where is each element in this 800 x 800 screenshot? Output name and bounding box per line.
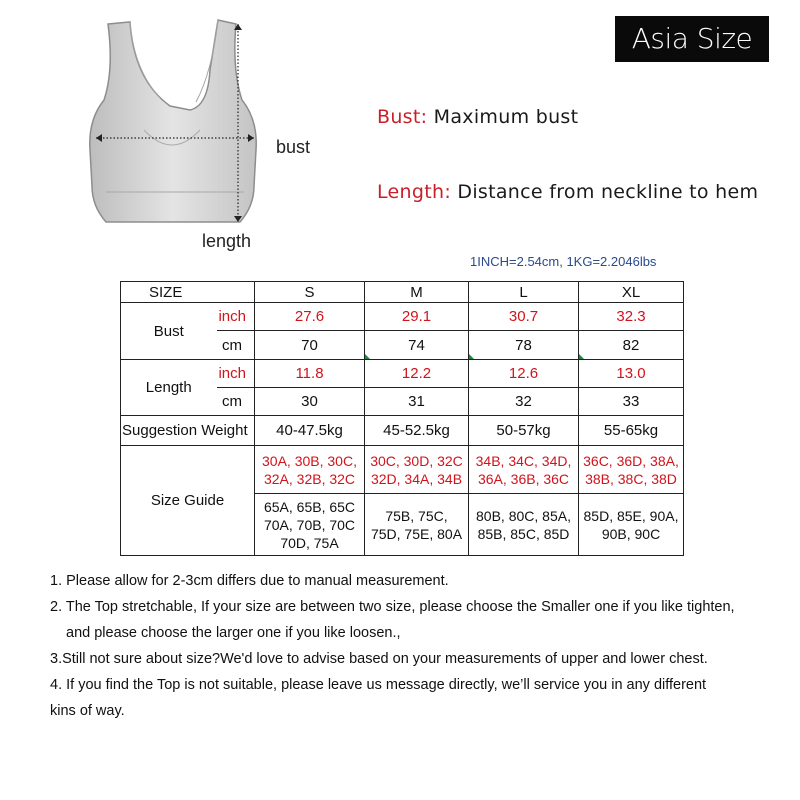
guide-us-m-line1: 30C, 30D, 32C <box>370 452 463 469</box>
guide-eu-m-line1: 75B, 75C, <box>385 507 448 524</box>
length-cm-unit: cm <box>217 388 255 416</box>
note-4: 4. If you find the Top is not suitable, please leave us message directly, we’ll service you in any different <box>50 677 707 693</box>
bust-definition-key: Bust: <box>377 106 428 128</box>
bust-cm-unit: cm <box>217 331 255 360</box>
length-cm-l: 32 <box>469 388 579 416</box>
guide-us-m <box>365 446 469 494</box>
weight-s: 40-47.5kg <box>255 416 365 446</box>
length-inch-xl: 13.0 <box>579 360 684 388</box>
guide-eu-l <box>469 494 579 556</box>
weight-row-label: Suggestion Weight <box>121 416 255 446</box>
bust-row-label: Bust <box>121 303 217 360</box>
note-1: 1. Please allow for 2-3cm differs due to manual measurement. <box>50 573 449 589</box>
bust-cm-m: 74 <box>365 331 469 360</box>
size-chart-table <box>120 281 684 556</box>
guide-eu-xl-line2: 90B, 90C <box>601 525 661 542</box>
size-col-m: M <box>365 282 469 303</box>
weight-m: 45-52.5kg <box>365 416 469 446</box>
bust-cm-s: 70 <box>255 331 365 360</box>
guide-us-s <box>255 446 365 494</box>
asia-size-badge: Asia Size <box>615 16 769 62</box>
note-3: 3.Still not sure about size?We'd love to advise based on your measurements of upper and lower chest. <box>50 651 708 667</box>
bust-definition <box>377 106 578 128</box>
guide-eu-s <box>255 494 365 556</box>
guide-eu-l-line2: 85B, 85C, 85D <box>477 525 570 542</box>
guide-us-l-line2: 36A, 36B, 36C <box>477 470 570 487</box>
guide-eu-m-line2: 75D, 75E, 80A <box>370 525 463 542</box>
bust-inch-l: 30.7 <box>469 303 579 331</box>
size-guide-us-row <box>121 446 684 494</box>
bust-figure-label: bust <box>276 137 311 157</box>
guide-eu-m <box>365 494 469 556</box>
size-col-s: S <box>255 282 365 303</box>
length-inch-m: 12.2 <box>365 360 469 388</box>
size-header: SIZE <box>121 282 255 303</box>
bust-inch-xl: 32.3 <box>579 303 684 331</box>
guide-us-xl-line1: 36C, 36D, 38A, <box>583 452 679 469</box>
guide-us-xl <box>579 446 684 494</box>
sports-bra-diagram <box>60 10 320 260</box>
length-definition-text: Distance from neckline to hem <box>457 181 759 203</box>
weight-row <box>121 416 684 446</box>
guide-us-l-line1: 34B, 34C, 34D, <box>475 452 572 469</box>
length-figure-label: length <box>202 231 252 251</box>
bust-inch-row <box>121 303 684 331</box>
length-row-label: Length <box>121 360 217 416</box>
length-inch-l: 12.6 <box>469 360 579 388</box>
bust-inch-s: 27.6 <box>255 303 365 331</box>
guide-eu-xl <box>579 494 684 556</box>
guide-us-s-line2: 32A, 32B, 32C <box>263 470 356 487</box>
length-cm-m: 31 <box>365 388 469 416</box>
note-2-cont: and please choose the larger one if you like loosen., <box>66 625 401 641</box>
weight-l: 50-57kg <box>469 416 579 446</box>
guide-us-m-line2: 32D, 34A, 34B <box>370 470 463 487</box>
guide-eu-l-line1: 80B, 80C, 85A, <box>476 507 571 524</box>
length-definition <box>377 181 758 203</box>
guide-us-l <box>469 446 579 494</box>
guide-eu-s-line3: 70D, 75A <box>280 534 339 551</box>
size-col-l: L <box>469 282 579 303</box>
note-4-cont: kins of way. <box>50 703 125 719</box>
size-guide-label: Size Guide <box>121 446 255 556</box>
length-inch-row <box>121 360 684 388</box>
bust-inch-unit: inch <box>217 303 255 331</box>
guide-us-s-line1: 30A, 30B, 30C, <box>262 452 357 469</box>
bust-cm-l: 78 <box>469 331 579 360</box>
length-cm-xl: 33 <box>579 388 684 416</box>
guide-us-xl-line2: 38B, 38C, 38D <box>585 470 677 487</box>
guide-eu-s-line1: 65A, 65B, 65C <box>263 498 356 515</box>
length-cm-s: 30 <box>255 388 365 416</box>
weight-xl: 55-65kg <box>579 416 684 446</box>
note-2: 2. The Top stretchable, If your size are between two size, please choose the Smaller one if you like tighten, <box>50 599 735 615</box>
size-col-xl: XL <box>579 282 684 303</box>
length-inch-unit: inch <box>217 360 255 388</box>
size-notes <box>50 568 790 724</box>
guide-eu-s-line2: 70A, 70B, 70C <box>263 516 356 533</box>
table-header-row <box>121 282 684 303</box>
bust-inch-m: 29.1 <box>365 303 469 331</box>
bust-definition-text: Maximum bust <box>433 106 579 128</box>
length-inch-s: 11.8 <box>255 360 365 388</box>
bust-cm-xl: 82 <box>579 331 684 360</box>
unit-conversion: 1INCH=2.54cm, 1KG=2.2046lbs <box>470 254 657 269</box>
length-definition-key: Length: <box>377 181 452 203</box>
guide-eu-xl-line1: 85D, 85E, 90A, <box>583 507 679 524</box>
